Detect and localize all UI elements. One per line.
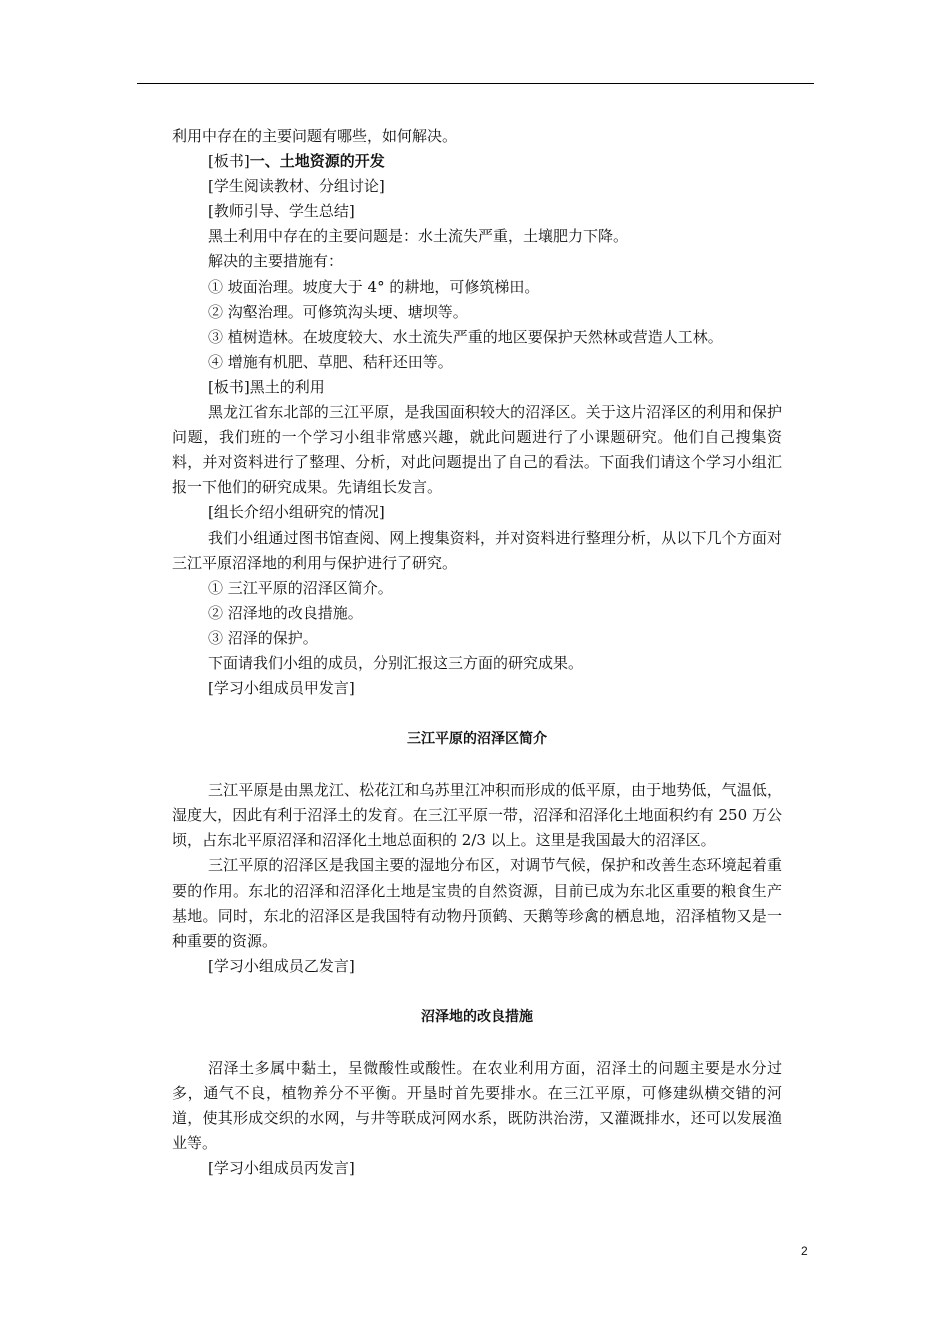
board-label: [板书] (208, 152, 250, 171)
paragraph: 三江平原是由黑龙江、松花江和乌苏里江冲积而形成的低平原，由于地势低，气温低，湿度大，因此有利于沼泽土的发育。在三江平原一带，沼泽和沼泽化土地面积约有 250 万公顷，占东北平原沼泽和沼泽化土地总面积的 2/3 以上。这里是我国最大的沼泽区。 (172, 781, 782, 850)
speaker-label: [学习小组成员丙发言] (208, 1159, 355, 1178)
speaker-label: [学习小组成员甲发言] (208, 679, 355, 698)
document-body (172, 124, 782, 1181)
section-heading: 一、土地资源的开发 (249, 152, 385, 171)
list-item: ③ 植树造林。在坡度较大、水土流失严重的地区要保护天然林或营造人工林。 (208, 327, 723, 346)
text-line: 下面请我们小组的成员，分别汇报这三方面的研究成果。 (208, 653, 584, 672)
text-line: [学生阅读教材、分组讨论] (208, 177, 385, 196)
text-line: [教师引导、学生总结] (208, 202, 355, 221)
list-item: ② 沼泽地的改良措施。 (208, 603, 363, 622)
page-number: 2 (801, 1244, 808, 1258)
paragraph: 沼泽土多属中黏土，呈微酸性或酸性。在农业利用方面，沼泽土的问题主要是水分过多，通气不良，植物养分不平衡。开垦时首先要排水。在三江平原，可修建纵横交错的河道，使其形成交织的水网，与井等联成河网水系，既防洪治涝，又灌溉排水，还可以发展渔业等。 (172, 1058, 782, 1153)
text-line: [板书]黑土的利用 (208, 377, 325, 396)
header-rule (137, 83, 814, 84)
intro-paragraph: 黑龙江省东北部的三江平原，是我国面积较大的沼泽区。关于这片沼泽区的利用和保护问题，我们班的一个学习小组非常感兴趣，就此问题进行了小课题研究。他们自己搜集资料，并对资料进行了整理、分析，对此问题提出了自己的看法。下面我们请这个学习小组汇报一下他们的研究成果。先请组长发言。 (172, 403, 782, 497)
text-line: 解决的主要措施有： (208, 252, 344, 271)
group-paragraph: 我们小组通过图书馆查阅、网上搜集资料，并对资料进行整理分析，从以下几个方面对三江平原沼泽地的利用与保护进行了研究。 (172, 528, 782, 572)
list-item: ① 坡面治理。坡度大于 4° 的耕地，可修筑梯田。 (208, 277, 540, 296)
list-item: ② 沟壑治理。可修筑沟头埂、塘坝等。 (208, 302, 468, 321)
section-title: 沼泽地的改良措施 (421, 1008, 533, 1025)
list-item: ① 三江平原的沼泽区简介。 (208, 578, 393, 597)
board-heading-line (172, 149, 782, 174)
section-title: 三江平原的沼泽区简介 (407, 731, 547, 748)
text-line: [组长介绍小组研究的情况] (208, 503, 385, 522)
paragraph: 三江平原的沼泽区是我国主要的湿地分布区，对调节气候，保护和改善生态环境起着重要的作用。东北的沼泽和沼泽化土地是宝贵的自然资源，目前已成为东北区重要的粮食生产基地。同时，东北的沼泽区是我国特有动物丹顶鹤、天鹅等珍禽的栖息地，沼泽植物又是一种重要的资源。 (172, 856, 782, 950)
text-line: 利用中存在的主要问题有哪些，如何解决。 (172, 127, 458, 145)
speaker-label: [学习小组成员乙发言] (208, 956, 355, 975)
text-line: 黑土利用中存在的主要问题是：水土流失严重，土壤肥力下降。 (208, 227, 629, 246)
list-item: ③ 沼泽的保护。 (208, 628, 318, 647)
list-item: ④ 增施有机肥、草肥、秸秆还田等。 (208, 352, 453, 371)
